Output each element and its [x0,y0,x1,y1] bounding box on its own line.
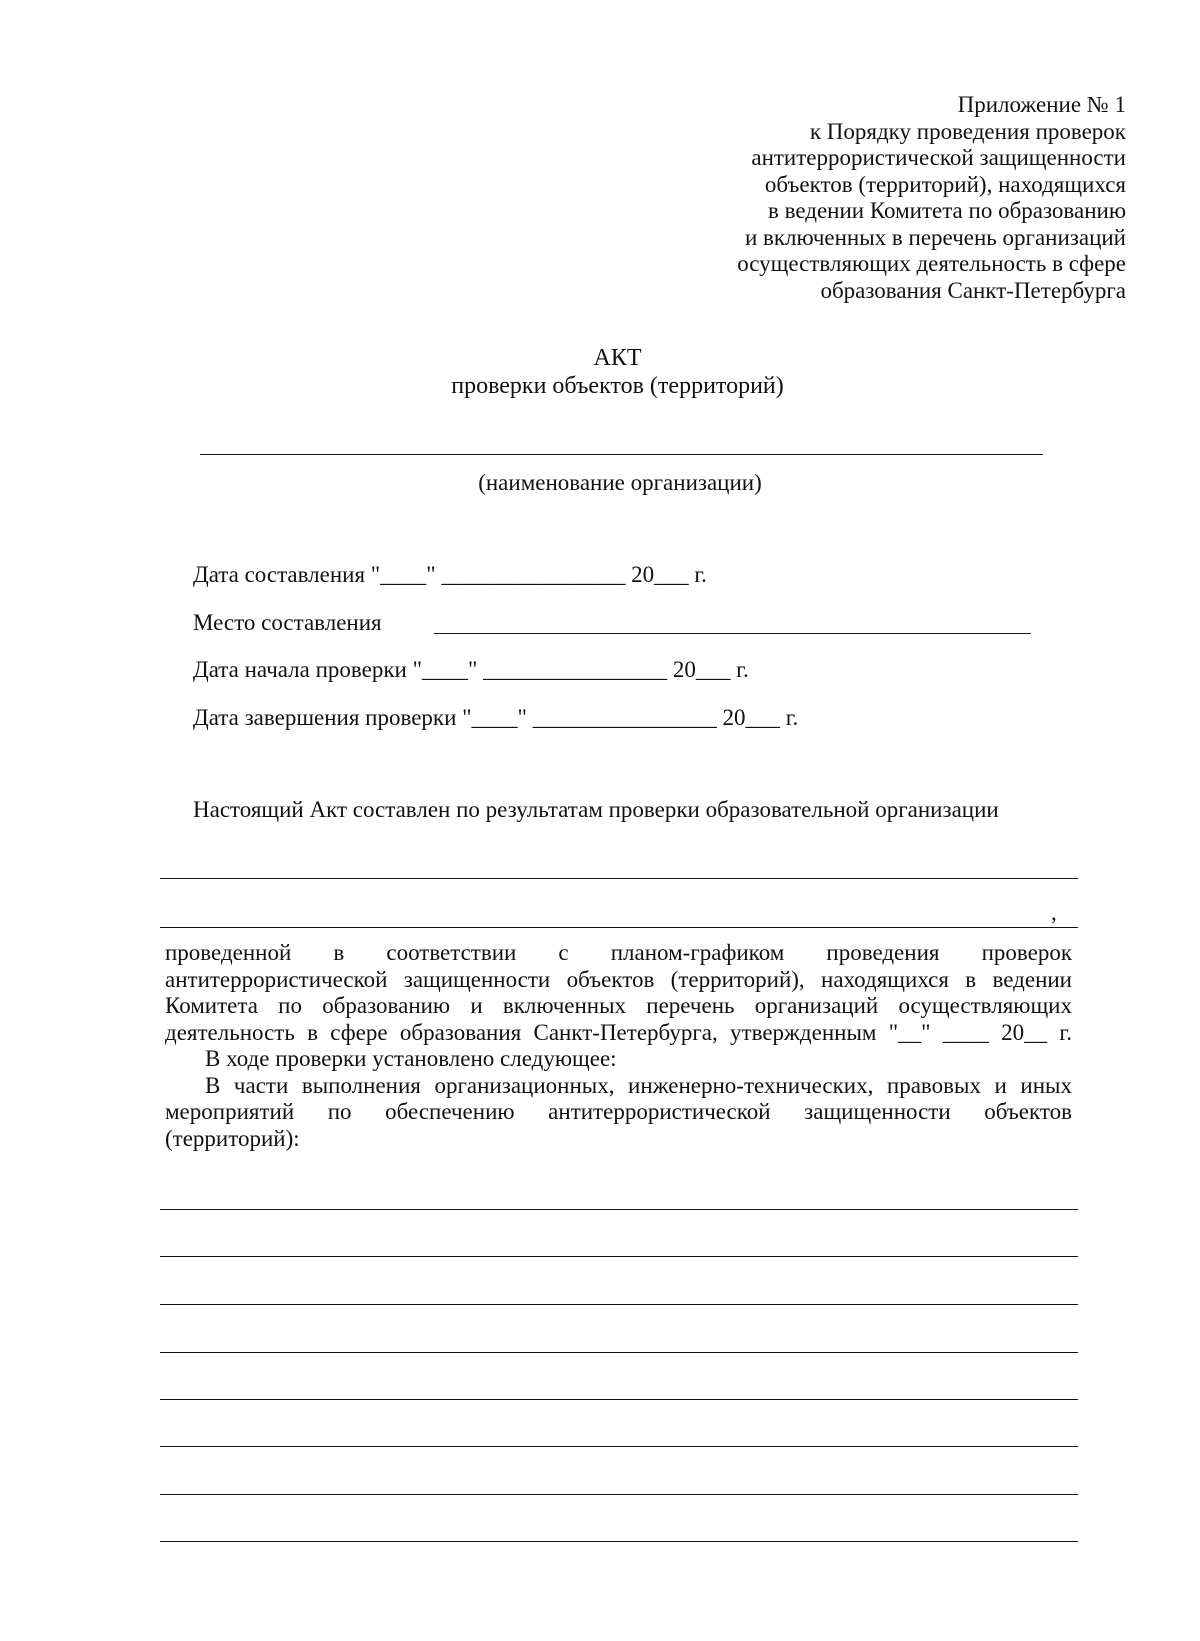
appendix-line: и включенных в перечень организаций [744,224,1126,250]
organization-caption: (наименование организации) [478,470,762,495]
comma-mark: , [1051,900,1057,925]
body-paragraph [165,940,1072,1152]
document-title: АКТ [593,345,642,371]
organization-name-line[interactable] [200,454,1043,455]
appendix-line: образования Санкт-Петербурга [820,277,1126,303]
fill-in-line[interactable] [160,1399,1078,1400]
body-line: В ходе проверки установлено следующее: [205,1046,617,1071]
body-line: антитеррористической защищенности объектов (территорий), находящихся в ведении [165,966,1072,992]
organization-line[interactable] [160,878,1078,879]
fill-in-line[interactable] [160,1304,1078,1305]
check-start-field[interactable]: Дата начала проверки "____" ________________ 20___ г. [193,657,749,682]
check-end-field[interactable]: Дата завершения проверки "____" ________________ 20___ г. [193,705,799,730]
place-compiled-label: Место составления [193,610,382,635]
body-line: Комитета по образованию и включенных перечень организаций осуществляющих [165,993,1072,1018]
intro-text: Настоящий Акт составлен по результатам проверки образовательной организации [193,797,999,822]
appendix-line: к Порядку проведения проверок [809,118,1126,144]
appendix-line: антитеррористической защищенности [751,145,1126,170]
body-line: проведенной в соответствии с планом-графиком проведения проверок [165,940,1072,965]
fill-in-line[interactable] [160,1352,1078,1353]
appendix-line: Приложение № 1 [957,92,1126,117]
appendix-line: объектов (территорий), находящихся [764,171,1126,197]
fill-in-line[interactable] [160,1494,1078,1495]
date-compiled-field[interactable]: Дата составления "____" ________________ 20___ г. [193,562,707,587]
appendix-line: в ведении Комитета по образованию [768,198,1126,223]
fill-in-line[interactable] [160,1209,1078,1210]
organization-line[interactable] [160,927,1078,928]
fill-in-line[interactable] [160,1446,1078,1447]
body-line: (территорий): [165,1125,300,1151]
body-line: мероприятий по обеспечению антитеррористической защищенности объектов [165,1099,1072,1124]
body-line: В части выполнения организационных, инженерно-технических, правовых и иных [205,1072,1072,1098]
document-subtitle: проверки объектов (территорий) [451,373,784,399]
appendix-header [737,92,1126,304]
fill-in-line[interactable] [160,1256,1078,1257]
place-compiled-line[interactable] [434,633,1031,634]
fill-in-line[interactable] [160,1541,1078,1542]
body-line: деятельность в сфере образования Санкт-Петербурга, утвержденным "__" ____ 20__ г. [165,1019,1072,1045]
appendix-line: осуществляющих деятельность в сфере [737,251,1126,276]
